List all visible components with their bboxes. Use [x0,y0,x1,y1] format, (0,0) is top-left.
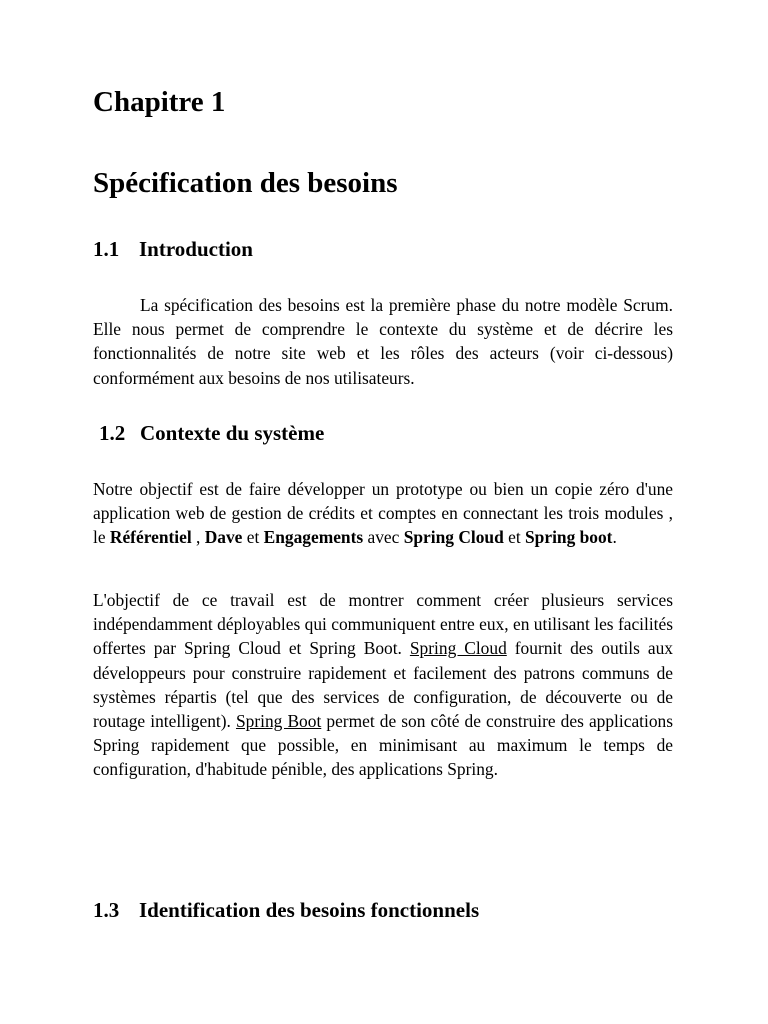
term-spring-boot: Spring boot [525,527,613,548]
section-number: 1.3 [93,898,120,922]
section-heading-introduction [93,237,253,262]
text-run: et [242,527,264,548]
chapter-title: Spécification des besoins [93,167,398,199]
term-referentiel: Référentiel [109,527,192,548]
section-title: Introduction [139,237,253,261]
section-heading-contexte [99,421,324,446]
section-title: Identification des besoins fonctionnels [139,898,480,922]
context-paragraph-2 [93,588,673,782]
text-run: . [612,527,617,548]
section-heading-identification [93,898,479,923]
term-engagements: Engagements [263,527,364,548]
chapter-label: Chapitre 1 [93,86,226,118]
section-number: 1.2 [99,421,126,445]
text-run: fournit des outils aux développeurs pour construire rapidement et facilement des patrons communs de systèmes répartis (tel que des services de configuration, de découverte ou de routage intelligent). [93,638,673,732]
text-run: L'objectif de ce travail est de montrer comment créer plusieurs services indépendamment déployables qui communiquent entre eux, en utilisant les facilités offertes par Spring Cloud et Spring Boot. [93,590,673,659]
text-run: Notre objectif est de faire développer un prototype ou bien un copie zéro d'une application web de gestion de crédits et comptes en connectant les trois modules , le [93,479,673,548]
intro-paragraph: La spécification des besoins est la première phase du notre modèle Scrum. Elle nous permet de comprendre le contexte du système et de décrire les fonctionnalités de notre site web et les rôles des acteurs (voir ci-dessous) conformément aux besoins de nos utilisateurs. [93,295,673,388]
context-paragraph-1 [93,477,673,550]
spring-boot-link[interactable]: Spring Boot [235,711,322,732]
text-run: permet de son côté de construire des applications Spring rapidement que possible, en minimisant au maximum le temps de configuration, d'habitude pénible, des applications Spring. [93,711,673,780]
spring-cloud-link[interactable]: Spring Cloud [409,638,507,659]
section-title: Contexte du système [140,421,325,445]
text-run: avec [363,527,404,548]
text-run: et [503,527,526,548]
text-run: , [191,527,205,548]
term-spring-cloud: Spring Cloud [403,527,504,548]
term-dave: Dave [204,527,243,548]
section-number: 1.1 [93,237,120,261]
